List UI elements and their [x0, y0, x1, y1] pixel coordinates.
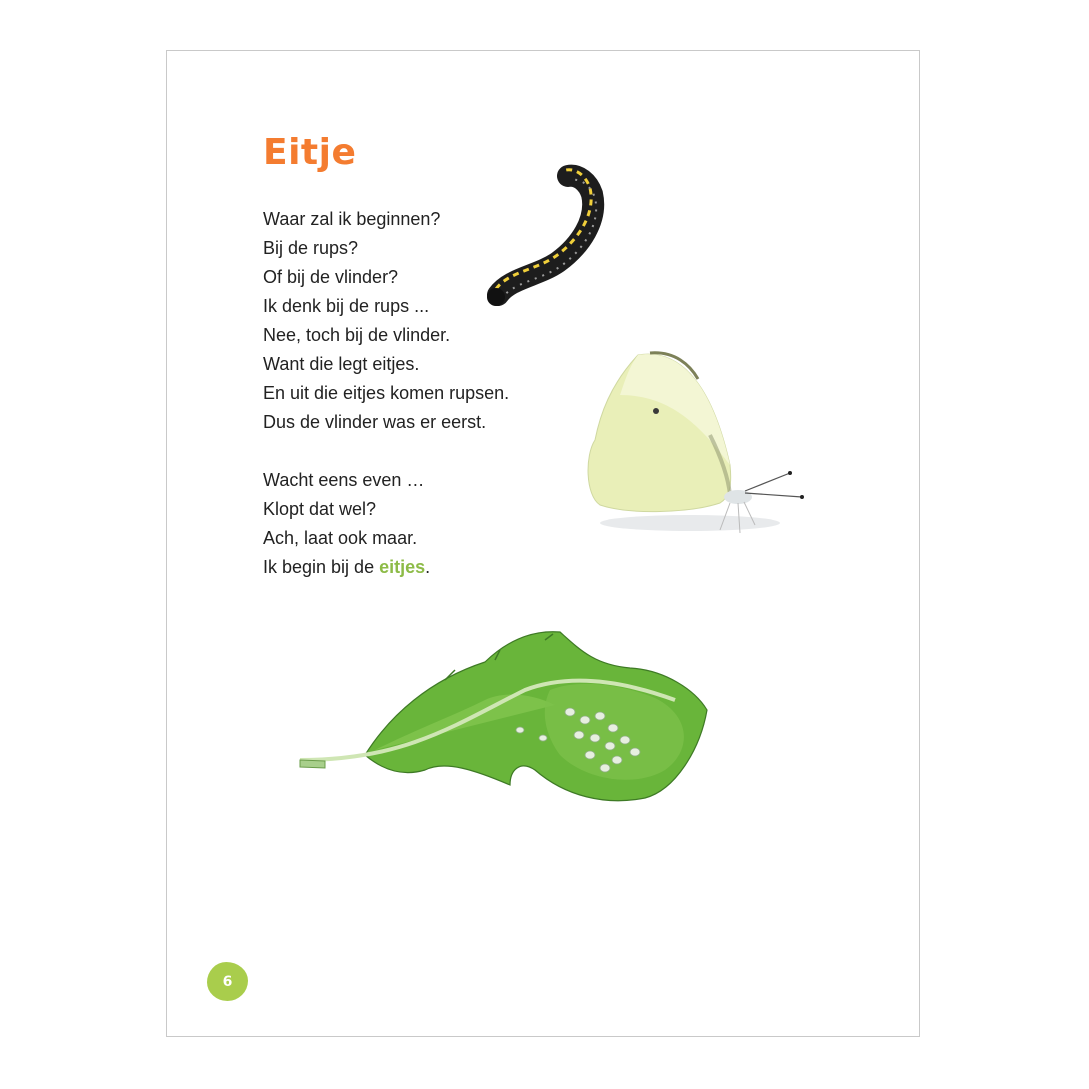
butterfly-illustration: [580, 345, 810, 545]
poem-line: Ach, laat ook maar.: [263, 528, 418, 548]
leaf-with-eggs-illustration: [295, 620, 715, 820]
poem-line: Ik denk bij de rups ...: [263, 296, 430, 316]
poem-line: En uit die eitjes komen rupsen.: [263, 383, 510, 403]
poem-line: Want die legt eitjes.: [263, 354, 420, 374]
poem-last-line: [263, 553, 509, 582]
poem-line: Wacht eens even …: [263, 470, 425, 490]
poem-line: Dus de vlinder was er eerst.: [263, 412, 487, 432]
page-number-badge: 6: [207, 962, 248, 1001]
caterpillar-illustration: [480, 160, 610, 310]
stanza-break: [263, 437, 509, 466]
poem-last-line-suffix: .: [425, 557, 431, 577]
highlighted-word: eitjes: [379, 557, 426, 577]
poem-line: Klopt dat wel?: [263, 499, 377, 519]
poem-last-line-prefix: Ik begin bij de: [263, 557, 380, 577]
poem-line: Waar zal ik beginnen?: [263, 209, 441, 229]
poem-line: Of bij de vlinder?: [263, 267, 399, 287]
poem-line: Nee, toch bij de vlinder.: [263, 325, 451, 345]
poem-line: Bij de rups?: [263, 238, 359, 258]
poem: [263, 205, 509, 582]
page-title: Eitje: [263, 132, 357, 173]
